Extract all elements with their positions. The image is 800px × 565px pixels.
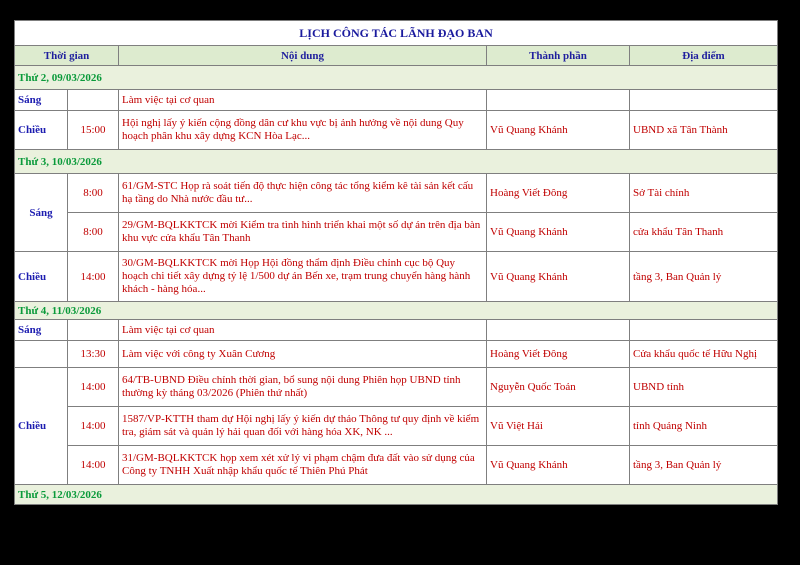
participants-cell: Vũ Quang Khánh xyxy=(487,111,630,150)
content-cell: 31/GM-BQLKKTCK họp xem xét xử lý vi phạm chậm đưa đất vào sử dụng của Công ty TNHH Xuất nhập khẩu quốc tế Thiên Phú Phát xyxy=(119,446,487,485)
location-cell: tỉnh Quảng Ninh xyxy=(630,407,778,446)
location-cell xyxy=(630,90,778,111)
time-cell: 14:00 xyxy=(68,368,119,407)
day-header: Thứ 2, 09/03/2026 xyxy=(15,66,778,90)
content-cell: 29/GM-BQLKKTCK mời Kiểm tra tình hình triển khai một số dự án trên địa bàn khu vực cửa khẩu Tân Thanh xyxy=(119,213,487,252)
session-label: Chiều xyxy=(15,111,68,150)
header-time: Thời gian xyxy=(15,46,119,66)
time-cell xyxy=(68,90,119,111)
session-label: Chiều xyxy=(15,368,68,485)
content-cell: 30/GM-BQLKKTCK mời Họp Hội đồng thẩm định Điều chỉnh cục bộ Quy hoạch chi tiết xây dựng tỷ lệ 1/500 dự án Bến xe, trạm trung chuyển hàng hành khách - hàng hóa... xyxy=(119,252,487,302)
header-content: Nội dung xyxy=(119,46,487,66)
time-cell: 8:00 xyxy=(68,213,119,252)
participants-cell: Vũ Việt Hải xyxy=(487,407,630,446)
header-location: Địa điểm xyxy=(630,46,778,66)
session-label: Chiều xyxy=(15,252,68,302)
day-header: Thứ 3, 10/03/2026 xyxy=(15,150,778,174)
content-cell: 61/GM-STC Họp rà soát tiến độ thực hiện công tác tổng kiểm kê tài sản kết cấu hạ tầng do Nhà nước đầu tư... xyxy=(119,174,487,213)
time-cell: 14:00 xyxy=(68,407,119,446)
participants-cell: Vũ Quang Khánh xyxy=(487,213,630,252)
day-header: Thứ 5, 12/03/2026 xyxy=(15,485,778,505)
location-cell: Cửa khẩu quốc tế Hữu Nghị xyxy=(630,341,778,368)
day-header: Thứ 4, 11/03/2026 xyxy=(15,302,778,320)
schedule-title: LỊCH CÔNG TÁC LÃNH ĐẠO BAN xyxy=(15,21,778,46)
participants-cell: Vũ Quang Khánh xyxy=(487,252,630,302)
time-cell: 14:00 xyxy=(68,252,119,302)
content-cell: Làm việc tại cơ quan xyxy=(119,90,487,111)
location-cell: UBND tỉnh xyxy=(630,368,778,407)
content-cell: 64/TB-UBND Điều chỉnh thời gian, bổ sung nội dung Phiên họp UBND tỉnh thường kỳ tháng 03/2026 (Phiên thứ nhất) xyxy=(119,368,487,407)
content-cell: Hội nghị lấy ý kiến cộng đồng dân cư khu vực bị ảnh hưởng về nội dung Quy hoạch phân khu xây dựng KCN Hòa Lạc... xyxy=(119,111,487,150)
time-cell xyxy=(68,320,119,341)
participants-cell: Nguyễn Quốc Toản xyxy=(487,368,630,407)
session-label: Sáng xyxy=(15,90,68,111)
location-cell xyxy=(630,320,778,341)
participants-cell: Hoàng Viết Đông xyxy=(487,174,630,213)
content-cell: 1587/VP-KTTH tham dự Hội nghị lấy ý kiến dự thảo Thông tư quy định về kiểm tra, giám sát và quản lý hải quan đối với hàng hóa XK, NK ... xyxy=(119,407,487,446)
header-participants: Thành phần xyxy=(487,46,630,66)
location-cell: tầng 3, Ban Quản lý xyxy=(630,252,778,302)
time-cell: 15:00 xyxy=(68,111,119,150)
content-cell: Làm việc với công ty Xuân Cương xyxy=(119,341,487,368)
location-cell: tầng 3, Ban Quản lý xyxy=(630,446,778,485)
content-cell: Làm việc tại cơ quan xyxy=(119,320,487,341)
participants-cell: Vũ Quang Khánh xyxy=(487,446,630,485)
location-cell: UBND xã Tân Thành xyxy=(630,111,778,150)
participants-cell xyxy=(487,320,630,341)
participants-cell xyxy=(487,90,630,111)
session-label: Sáng xyxy=(15,320,68,341)
session-label-empty xyxy=(15,341,68,368)
time-cell: 14:00 xyxy=(68,446,119,485)
location-cell: Sở Tài chính xyxy=(630,174,778,213)
location-cell: cửa khẩu Tân Thanh xyxy=(630,213,778,252)
time-cell: 13:30 xyxy=(68,341,119,368)
schedule-table xyxy=(14,20,778,505)
schedule-sheet xyxy=(14,20,777,505)
session-label: Sáng xyxy=(15,174,68,252)
time-cell: 8:00 xyxy=(68,174,119,213)
participants-cell: Hoàng Viết Đông xyxy=(487,341,630,368)
